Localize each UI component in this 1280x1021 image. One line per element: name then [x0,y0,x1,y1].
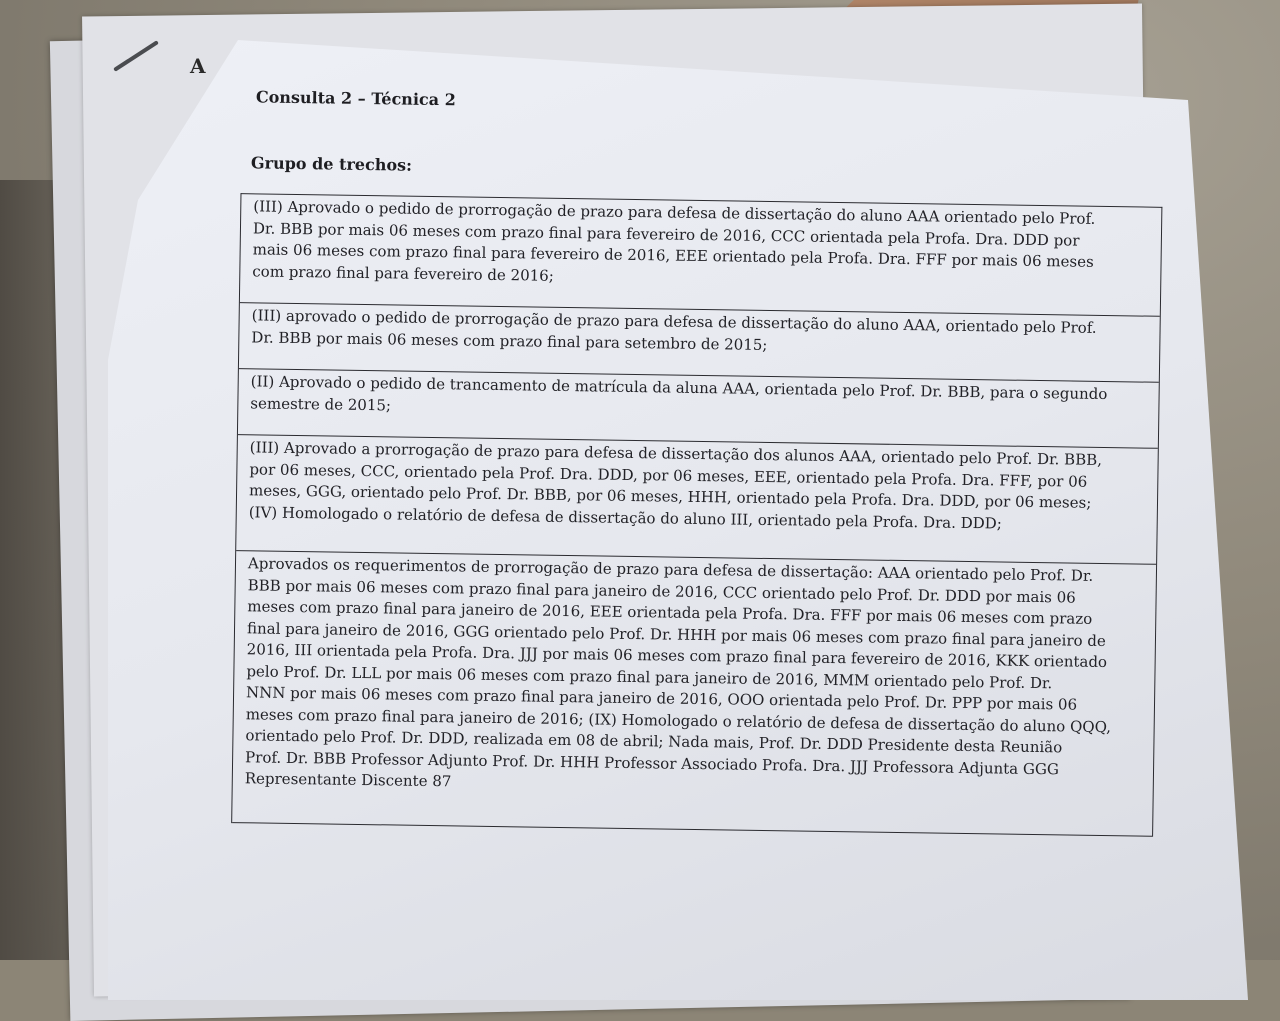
excerpt-cell: (III) aprovado o pedido de prorrogação de prazo para defesa de dissertação do aluno AAA, orientado pelo Prof. Dr. BBB por mais 06 meses com prazo final para setembro de 2015; [239,303,1160,383]
back-page-heading: A [190,54,206,78]
excerpt-cell: (III) Aprovado a prorrogação de prazo para defesa de dissertação dos alunos AAA, orientado pelo Prof. Dr. BBB, por 06 meses, CCC, orientado pela Prof. Dra. DDD, por 06 meses, EEE, orientado pela Profa. Dra. FFF, por 06 meses, GGG, orientado pelo Prof. Dr. BBB, por 06 meses, HHH, orientado pela Profa. Dra. DDD, por 06 meses; (IV) Homologado o relatório de defesa de dissertação do aluno III, orientado pela Profa. Dra. DDD; [236,435,1158,565]
excerpt-cell: (III) Aprovado o pedido de prorrogação de prazo para defesa de dissertação do aluno AAA orientado pelo Prof. Dr. BBB por mais 06 meses com prazo final para fevereiro de 2016, CCC orientada pela Profa. Dra. DDD por mais 06 meses com prazo final para fevereiro de 2016, EEE orientado pela Profa. Dra. FFF por mais 06 meses com prazo final para fevereiro de 2016; [240,194,1162,317]
excerpts-table [231,193,1162,837]
page-title: Consulta 2 – Técnica 2 [255,87,456,110]
excerpt-cell: Aprovados os requerimentos de prorrogação de prazo para defesa de dissertação: AAA orientado pelo Prof. Dr. BBB por mais 06 meses com prazo final para janeiro de 2016, CCC orientado pelo Prof. Dr. DDD por mais 06 meses com prazo final para janeiro de 2016, EEE orientada pela Profa. Dra. FFF por mais 06 meses com prazo final para janeiro de 2016, GGG orientado pelo Prof. Dr. HHH por mais 06 meses com prazo final para janeiro de 2016, III orientada pela Profa. Dra. JJJ por mais 06 meses com prazo final para fevereiro de 2016, KKK orientado pelo Prof. Dr. LLL por mais 06 meses com prazo final para janeiro de 2016, MMM orientado pelo Prof. Dr. NNN por mais 06 meses com prazo final para janeiro de 2016, OOO orientada pelo Prof. Dr. PPP por mais 06 meses com prazo final para janeiro de 2016; (IX) Homologado o relatório de defesa de dissertação do aluno QQQ, orientado pelo Prof. Dr. DDD, realizada em 08 de abril; Nada mais, Prof. Dr. DDD Presidente desta Reunião Prof. Dr. BBB Professor Adjunto Prof. Dr. HHH Professor Associado Profa. Dra. JJJ Professora Adjunta GGG Representante Discente 87 [232,551,1156,837]
section-label: Grupo de trechos: [250,153,413,175]
excerpt-cell: (II) Aprovado o pedido de trancamento de matrícula da aluna AAA, orientada pelo Prof. Dr. BBB, para o segundo semestre de 2015; [238,369,1159,449]
